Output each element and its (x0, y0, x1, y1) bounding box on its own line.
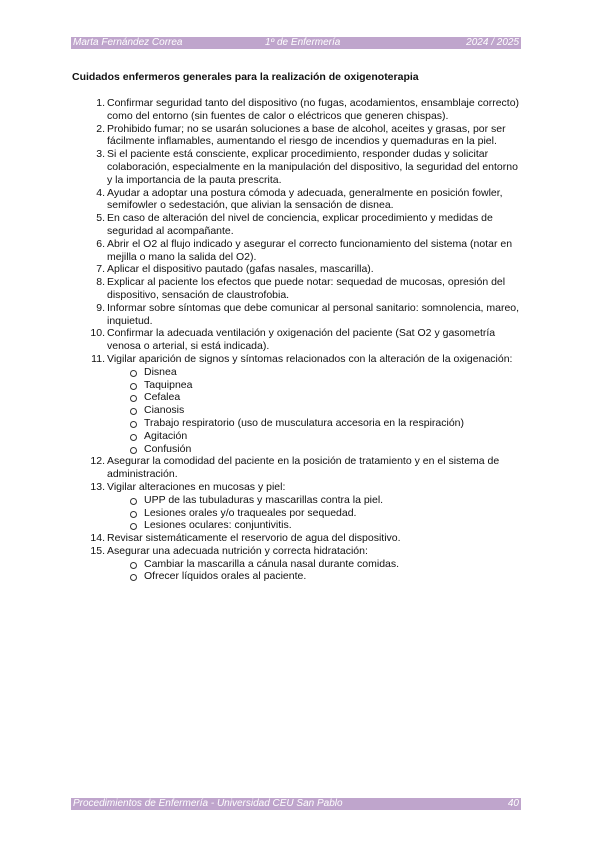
item-number: 8 . (86, 276, 105, 289)
item-number: 2 . (86, 123, 105, 136)
page-footer (71, 798, 521, 810)
header-author: Marta Fernández Correa (73, 37, 183, 48)
sub-item: Cambiar la mascarilla a cánula nasal durante comidas. (107, 558, 526, 571)
item-text: Si el paciente está consciente, explicar procedimiento, responder dudas y solicitar colaboración, especialmente en la manipulación del dispositivo, la seguridad del entorno y la importancia de la pauta prescrita. (107, 148, 518, 186)
care-steps-list (86, 97, 526, 583)
header-year: 2024 / 2025 (466, 37, 519, 48)
item-text: En caso de alteración del nivel de conciencia, explicar procedimiento y medidas de seguridad al acompañante. (107, 212, 493, 237)
item-number: 13 . (86, 481, 105, 494)
item-text: Informar sobre síntomas que debe comunicar al personal sanitario: somnolencia, mareo, inquietud. (107, 301, 520, 327)
item-number: 7 . (86, 263, 105, 276)
sub-item: Disnea (107, 366, 526, 379)
sub-item: Lesiones orales y/o traqueales por sequedad. (107, 507, 526, 520)
item-text: Aplicar el dispositivo pautado (gafas nasales, mascarilla). (107, 263, 374, 276)
item-number: 15 . (86, 545, 105, 558)
page-number: 40 (507, 798, 519, 809)
list-item (86, 263, 526, 276)
sub-item: Lesiones oculares: conjuntivitis. (107, 519, 526, 532)
sub-item: Ofrecer líquidos orales al paciente. (107, 570, 526, 583)
list-item (86, 532, 526, 545)
item-text: Confirmar la adecuada ventilación y oxigenación del paciente (Sat O2 y gasometría venosa o arterial, si está indicada). (107, 327, 496, 353)
item-number: 11 . (86, 353, 105, 366)
list-item (86, 148, 526, 186)
page-header (71, 37, 521, 49)
list-item (86, 545, 526, 583)
list-item (86, 276, 526, 302)
list-item (86, 327, 526, 353)
footer-source: Procedimientos de Enfermería - Universidad CEU San Pablo (73, 798, 343, 809)
sub-item: Trabajo respiratorio (uso de musculatura accesoria en la respiración) (107, 417, 526, 430)
item-text: Asegurar la comodidad del paciente en la posición de tratamiento y en el sistema de administración. (107, 455, 500, 481)
item-number: 5 . (86, 212, 105, 225)
list-item (86, 353, 526, 455)
section-title: Cuidados enfermeros generales para la realización de oxigenoterapia (72, 71, 419, 83)
item-number: 1 . (86, 97, 105, 110)
list-item (86, 302, 526, 328)
sub-item: Taquipnea (107, 379, 526, 392)
item-text: Confirmar seguridad tanto del dispositivo (no fugas, acodamientos, ensamblaje correcto) como del entorno (sin fuentes de calor o eléctricos que generen chispas). (107, 97, 520, 122)
list-item (86, 212, 526, 238)
item-text: Vigilar aparición de signos y síntomas relacionados con la alteración de la oxigenación: (107, 352, 513, 365)
item-number: 10 . (86, 327, 105, 340)
sub-item: Agitación (107, 430, 526, 443)
item-number: 12 . (86, 455, 105, 468)
list-item (86, 97, 526, 123)
item-text: Asegurar una adecuada nutrición y correcta hidratación: (107, 544, 368, 557)
sub-item: Cianosis (107, 404, 526, 417)
item-text: Revisar sistemáticamente el reservorio de agua del dispositivo. (107, 532, 401, 545)
sub-item: Confusión (107, 443, 526, 456)
mucosa-sublist (107, 494, 526, 532)
list-item (86, 455, 526, 481)
item-text: Ayudar a adoptar una postura cómoda y adecuada, generalmente en posición fowler, semifowler o sedestación, que alivian la sensación de disnea. (107, 186, 503, 212)
symptoms-sublist (107, 366, 526, 456)
item-text: Explicar al paciente los efectos que puede notar: sequedad de mucosas, opresión del dispositivo, sensación de claustrofobia. (107, 276, 506, 301)
item-number: 6 . (86, 238, 105, 251)
nutrition-sublist (107, 558, 526, 584)
item-text: Prohibido fumar; no se usarán soluciones a base de alcohol, aceites y grasas, por ser fácilmente inflamables, aumentando el riesgo de incendios y quemaduras en la piel. (107, 122, 506, 148)
list-item (86, 238, 526, 264)
item-number: 4 . (86, 187, 105, 200)
sub-item: Cefalea (107, 391, 526, 404)
sub-item: UPP de las tubuladuras y mascarillas contra la piel. (107, 494, 526, 507)
item-number: 14 . (86, 532, 105, 545)
header-course: 1º de Enfermería (265, 37, 341, 48)
item-number: 9 . (86, 302, 105, 315)
item-text: Abrir el O2 al flujo indicado y asegurar el correcto funcionamiento del sistema (notar en mejilla o mano la salida del O2). (107, 237, 513, 263)
item-text: Vigilar alteraciones en mucosas y piel: (107, 480, 286, 493)
list-item (86, 123, 526, 149)
item-number: 3 . (86, 148, 105, 161)
list-item (86, 481, 526, 532)
list-item (86, 187, 526, 213)
